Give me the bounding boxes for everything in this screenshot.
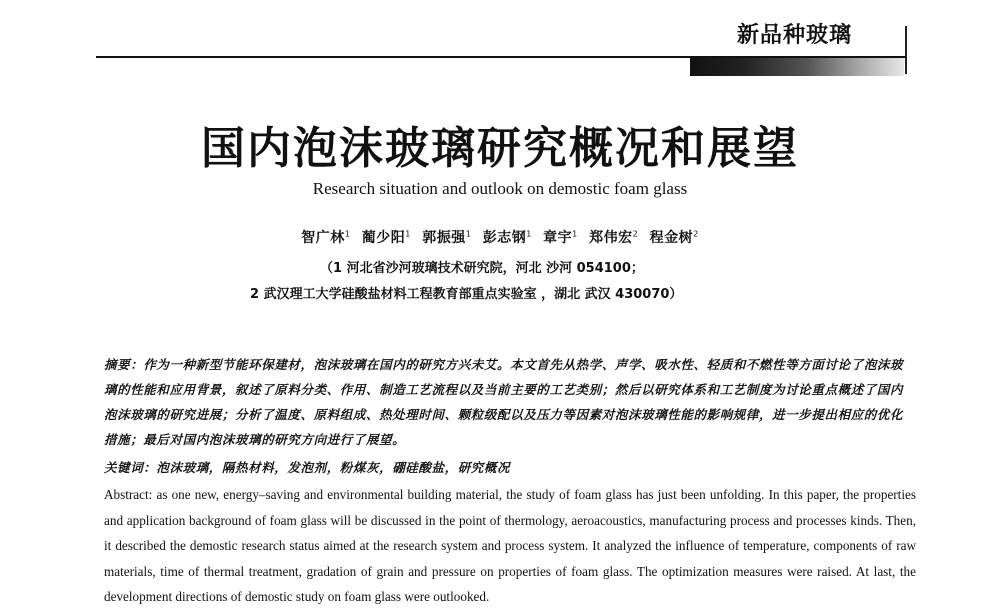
author-name: 程金树 [649,230,694,246]
author [543,230,578,246]
abstract-cn-label: 摘要： [104,357,144,372]
abstract-cn-text: 作为一种新型节能环保建材，泡沫玻璃在国内的研究方兴未艾。本文首先从热学、声学、吸水性、轻质和不燃性等方面讨论了泡沫玻璃的性能和应用背景，叙述了原料分类、作用、制造工艺流程以及当前主要的工艺类别；然后以研究体系和工艺制度为讨论重点概述了国内泡沫玻璃的研究进展；分析了温度、原料组成、热处理时间、颗粒级配以及压力等因素对泡沫玻璃性能的影响规律，进一步提出相应的优化措施；最后对国内泡沫玻璃的研究方向进行了展望。 [104,357,904,447]
author-affil-mark: 2 [693,229,699,239]
title-chinese: 国内泡沫玻璃研究概况和展望 [201,123,799,174]
author [362,230,411,246]
author-affil-mark: 1 [465,229,472,239]
author-name: 郑伟宏 [589,230,633,246]
abstract-english: Abstract: as one new, energy–saving and environmental building material, the study of foam glass has just been unfolding. In this paper, the properties and application background of foam glass will be discussed in the point of thermology, aeroacoustics, manufacturing process and processes kinds. Then, it described the demostic research status aimed at the research system and process system. It analyzed the influence of temperature, components of raw materials, time of thermal treatment, gradation of grain and pressure on properties of foam glass. The optimization measures were raised. At last, the development directions of demostic study on foam glass were outlooked. [104,487,916,604]
author-list [0,227,1000,247]
author [589,230,638,246]
abstract-chinese [104,352,916,452]
column-label: 新品种玻璃 [737,23,853,48]
keywords-label: 关键词： [104,460,157,475]
author [422,230,471,246]
keywords-text: 泡沫玻璃，隔热材料，发泡剂，粉煤灰，硼硅酸盐，研究概况 [156,460,511,475]
header-gradient-bar [690,58,904,76]
author-name: 章宇 [543,230,573,246]
author-affil-mark: 1 [405,229,411,239]
author-name: 蔺少阳 [361,230,406,246]
affiliation-2: 2 武汉理工大学硅酸盐材料工程教育部重点实验室 ，湖北 武汉 430070） [250,287,683,302]
author-affil-mark: 1 [572,229,578,239]
keywords [104,458,916,476]
author-name: 智广林 [301,230,345,246]
author [483,230,532,246]
author-affil-mark: 1 [526,229,532,239]
author-affil-mark: 2 [632,229,639,239]
affiliation-1: （1 河北省沙河玻璃技术研究院，河北 沙河 054100； [320,261,644,276]
author [301,230,350,246]
header-vertical-rule [905,26,907,74]
author-name: 彭志钢 [482,230,527,246]
title-english: Research situation and outlook on demostic foam glass [312,179,688,198]
author-affil-mark: 1 [344,229,351,239]
author-name: 郭振强 [422,230,466,246]
author [650,230,699,246]
